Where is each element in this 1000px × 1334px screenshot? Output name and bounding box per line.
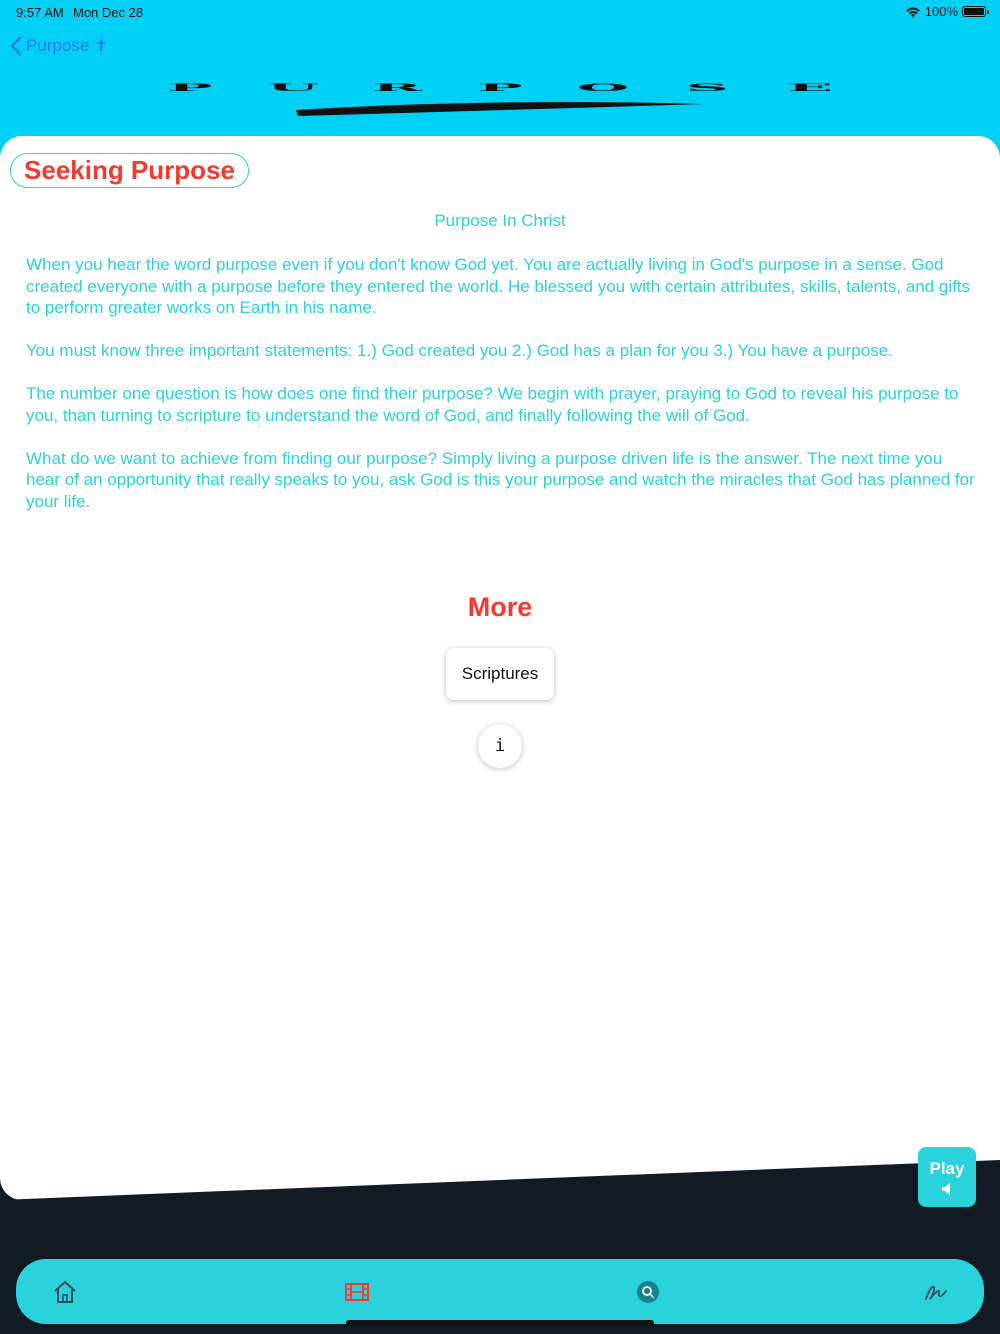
- page-title: Seeking Purpose: [10, 153, 249, 188]
- speaker-icon: [940, 1182, 954, 1196]
- banner-letter: U: [267, 81, 320, 94]
- brush-underline: [290, 96, 710, 118]
- banner-letter: O: [577, 81, 630, 94]
- play-button[interactable]: [918, 1147, 976, 1207]
- paragraph: You must know three important statements: 1.) God created you 2.) God has a plan for you 3.) You have a purpose.: [26, 341, 893, 360]
- battery-percent: 100%: [924, 4, 958, 19]
- tab-home[interactable]: [52, 1279, 78, 1305]
- paragraph: When you hear the word purpose even if you don't know God yet. You are actually living in God's purpose in a sense. God created everyone with a purpose before they entered the world. He blessed you with certain attributes, skills, talents, and gifts to perform greater works on Earth in his name.: [26, 255, 971, 317]
- paragraph: What do we want to achieve from finding our purpose? Simply living a purpose driven life is the answer. The next time you hear of an opportunity that really speaks to you, ask God is this your purpose and watch the miracles that God has planned for your life.: [26, 448, 975, 511]
- purpose-banner-logo: [150, 70, 850, 130]
- chevron-left-icon: [10, 36, 22, 56]
- battery-fill: [964, 8, 984, 15]
- film-icon: [344, 1279, 370, 1305]
- tab-bar: [16, 1259, 984, 1324]
- battery-icon: [962, 6, 986, 17]
- battery-cap: [987, 10, 989, 14]
- scriptures-button[interactable]: Scriptures: [446, 648, 554, 700]
- tab-search[interactable]: [635, 1279, 661, 1305]
- status-date: Mon Dec 28: [73, 5, 144, 20]
- slanted-divider: [0, 1160, 1000, 1200]
- signature-icon: [923, 1279, 949, 1305]
- home-indicator: [346, 1320, 654, 1326]
- back-button[interactable]: [10, 36, 108, 56]
- banner-letter: S: [684, 81, 729, 94]
- search-icon: [635, 1279, 661, 1305]
- banner-letter: P: [477, 81, 523, 94]
- banner-letter: P: [167, 81, 213, 94]
- back-button-label: Purpose ✝: [26, 36, 109, 55]
- status-right: [905, 4, 986, 19]
- status-bar: [0, 0, 1000, 24]
- tab-videos[interactable]: [344, 1279, 370, 1305]
- tab-notes[interactable]: [923, 1279, 949, 1305]
- banner-letter: R: [371, 81, 422, 94]
- info-button[interactable]: i: [478, 724, 522, 768]
- wifi-icon: [905, 6, 921, 18]
- banner-letter: E: [787, 81, 833, 94]
- page-subtitle: Purpose In Christ: [434, 211, 566, 230]
- status-time: 9:57 AM: [16, 5, 64, 20]
- paragraph: The number one question is how does one find their purpose? We begin with prayer, praying to God to reveal his purpose to you, than turning to scripture to understand the word of God, and finally following the will of God.: [26, 384, 959, 425]
- play-label: Play: [929, 1159, 965, 1178]
- body-text: [26, 254, 976, 534]
- home-icon: [52, 1279, 78, 1305]
- more-heading: More: [467, 592, 533, 622]
